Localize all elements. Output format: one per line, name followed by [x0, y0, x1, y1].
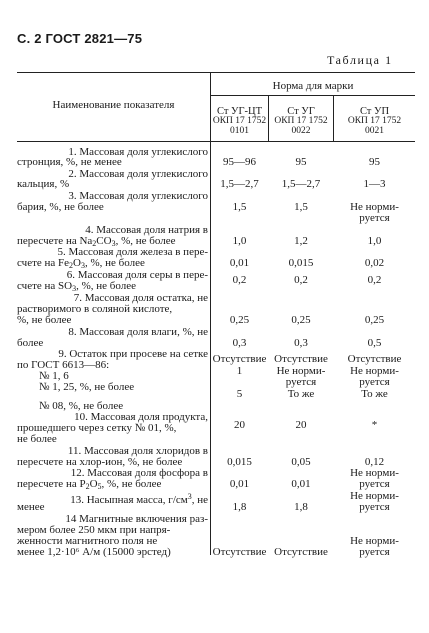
row-label: пересчете на хлор-ион, %, не более — [17, 456, 183, 468]
value-ug-ct: 1,5—2,7 — [220, 178, 259, 190]
sieve-label: № 1, 6 — [39, 370, 69, 382]
row-label: 1. Массовая доля углекислого — [68, 146, 208, 158]
row-label: 11. Массовая доля хлоридов в — [67, 445, 208, 457]
value-ug: 1,8 — [294, 501, 308, 513]
value-up: Не норми- — [350, 201, 399, 213]
value-up: 1—3 — [363, 178, 386, 190]
row-label: 5. Массовая доля железа в пере- — [57, 246, 208, 258]
row-label: 3. Массовая доля углекислого — [68, 190, 208, 202]
value-up: Не норми- — [350, 490, 399, 502]
value-ug: 0,05 — [291, 456, 311, 468]
value-up: 0,2 — [367, 274, 382, 286]
value-ug-ct: 1,8 — [232, 501, 247, 513]
value-ug-ct: 95—96 — [223, 156, 256, 168]
value-ug-ct: 20 — [234, 419, 245, 431]
row-label: стронция, %, не менее — [17, 156, 122, 168]
value-up: Не норми- — [350, 535, 399, 547]
value-ug: Отсутствие — [274, 353, 328, 365]
value-ug: 0,01 — [291, 478, 311, 490]
row-label: 6. Массовая доля серы в пере- — [66, 269, 208, 281]
row-label: 4. Массовая доля натрия в — [85, 224, 208, 236]
row-label: бария, %, не более — [17, 201, 104, 213]
value-ug: 0,015 — [288, 257, 314, 269]
value-ug-ct: 0,2 — [232, 274, 247, 286]
value-up: Не норми- — [350, 467, 399, 479]
row-label: 2. Массовая доля углекислого — [68, 168, 208, 180]
value-ug: руется — [285, 376, 317, 388]
row-label: 14 Магнитные включения раз- — [65, 513, 208, 525]
value-up: Не норми- — [350, 365, 399, 377]
value-up: 0,25 — [364, 314, 385, 326]
value-up: То же — [361, 388, 388, 400]
row-label: мером более 250 мкм при напря- — [17, 524, 171, 536]
row-label: 12. Массовая доля фосфора в — [70, 467, 208, 479]
value-ug: Отсутствие — [274, 546, 328, 558]
row-label: по ГОСТ 6613—86: — [17, 359, 110, 371]
row-label: 13. Насыпная масса, $г/см^3$, не — [70, 492, 208, 506]
value-ug-ct: 1,5 — [232, 201, 247, 213]
value-ug: 0,3 — [294, 337, 308, 349]
value-ug: 95 — [295, 156, 307, 168]
value-ug: 1,5 — [294, 201, 308, 213]
value-ug: 20 — [295, 419, 307, 431]
norm-header-rule — [211, 95, 415, 96]
row-label: менее 1,2·10⁶ А/м (15000 эрстед) — [17, 546, 171, 558]
row-label: более — [17, 337, 44, 349]
row-label: 9. Остаток при просеве на сетке — [58, 348, 208, 360]
table-top-rule — [17, 72, 415, 73]
row-label: 10. Массовая доля продукта, — [74, 411, 208, 423]
value-ug: 1,5—2,7 — [281, 178, 321, 190]
value-up: руется — [359, 546, 390, 558]
page-header: С. 2 ГОСТ 2821—75 — [17, 31, 143, 46]
value-ug-ct: Отсутствие — [212, 546, 267, 558]
name-column-header: Наименование показателя — [52, 99, 175, 111]
value-ug: 0,25 — [291, 314, 311, 326]
value-up: руется — [359, 212, 390, 224]
value-up: руется — [359, 478, 390, 490]
value-ug-ct: 5 — [236, 388, 243, 400]
sieve-label: № 08, %, не более — [39, 400, 124, 412]
value-up: 0,5 — [367, 337, 382, 349]
row-label: 7. Массовая доля остатка, не — [73, 292, 208, 304]
value-ug-ct: 0,015 — [227, 456, 252, 468]
row-label: менее — [17, 501, 45, 513]
row-label: растворимого в соляной кислоте, — [17, 303, 173, 315]
row-label: пересчете на $P_2O_5$, %, не более — [17, 478, 162, 491]
value-ug-ct: 0,01 — [229, 478, 250, 490]
row-label: женности магнитного поля не — [17, 535, 158, 547]
row-label: %, не более — [17, 314, 72, 326]
value-ug: Не норми- — [276, 365, 326, 377]
value-ug-ct: 0,3 — [232, 337, 247, 349]
table-caption: Таблица 1 — [327, 53, 393, 67]
value-up: 0,12 — [364, 456, 385, 468]
row-label: прошедшего через сетку № 01, %, — [17, 422, 177, 434]
norm-column-header: Норма для марки — [272, 80, 354, 92]
row-label: счете на $SO_3$, %, не более — [17, 280, 136, 293]
value-ug: То же — [287, 388, 315, 400]
row-label: кальция, % — [17, 178, 70, 190]
value-ug-ct: 1,0 — [232, 235, 247, 247]
row-label: не более — [17, 433, 57, 445]
value-up: Отсутствие — [347, 353, 402, 365]
value-ug: 1,2 — [294, 235, 308, 247]
value-up: руется — [359, 501, 390, 513]
value-up: 0,02 — [364, 257, 385, 269]
row-label: пересчете на $Na_2CO_3$, %, не более — [17, 235, 176, 248]
value-ug-ct: Отсутствие — [212, 353, 267, 365]
row-label: счете на $Fe_2O_3$, %, не более — [17, 257, 145, 270]
value-ug-ct: 1 — [236, 365, 243, 377]
value-up: 95 — [369, 156, 380, 168]
value-up: руется — [359, 376, 390, 388]
value-ug-ct: 0,01 — [229, 257, 250, 269]
sieve-label: № 1, 25, %, не более — [39, 381, 135, 393]
value-up: * — [371, 419, 378, 431]
value-up: 1,0 — [367, 235, 382, 247]
value-ug-ct: 0,25 — [229, 314, 250, 326]
value-ug: 0,2 — [294, 274, 308, 286]
row-label: 8. Массовая доля влаги, %, не — [68, 326, 208, 338]
header-bottom-rule — [17, 141, 415, 142]
